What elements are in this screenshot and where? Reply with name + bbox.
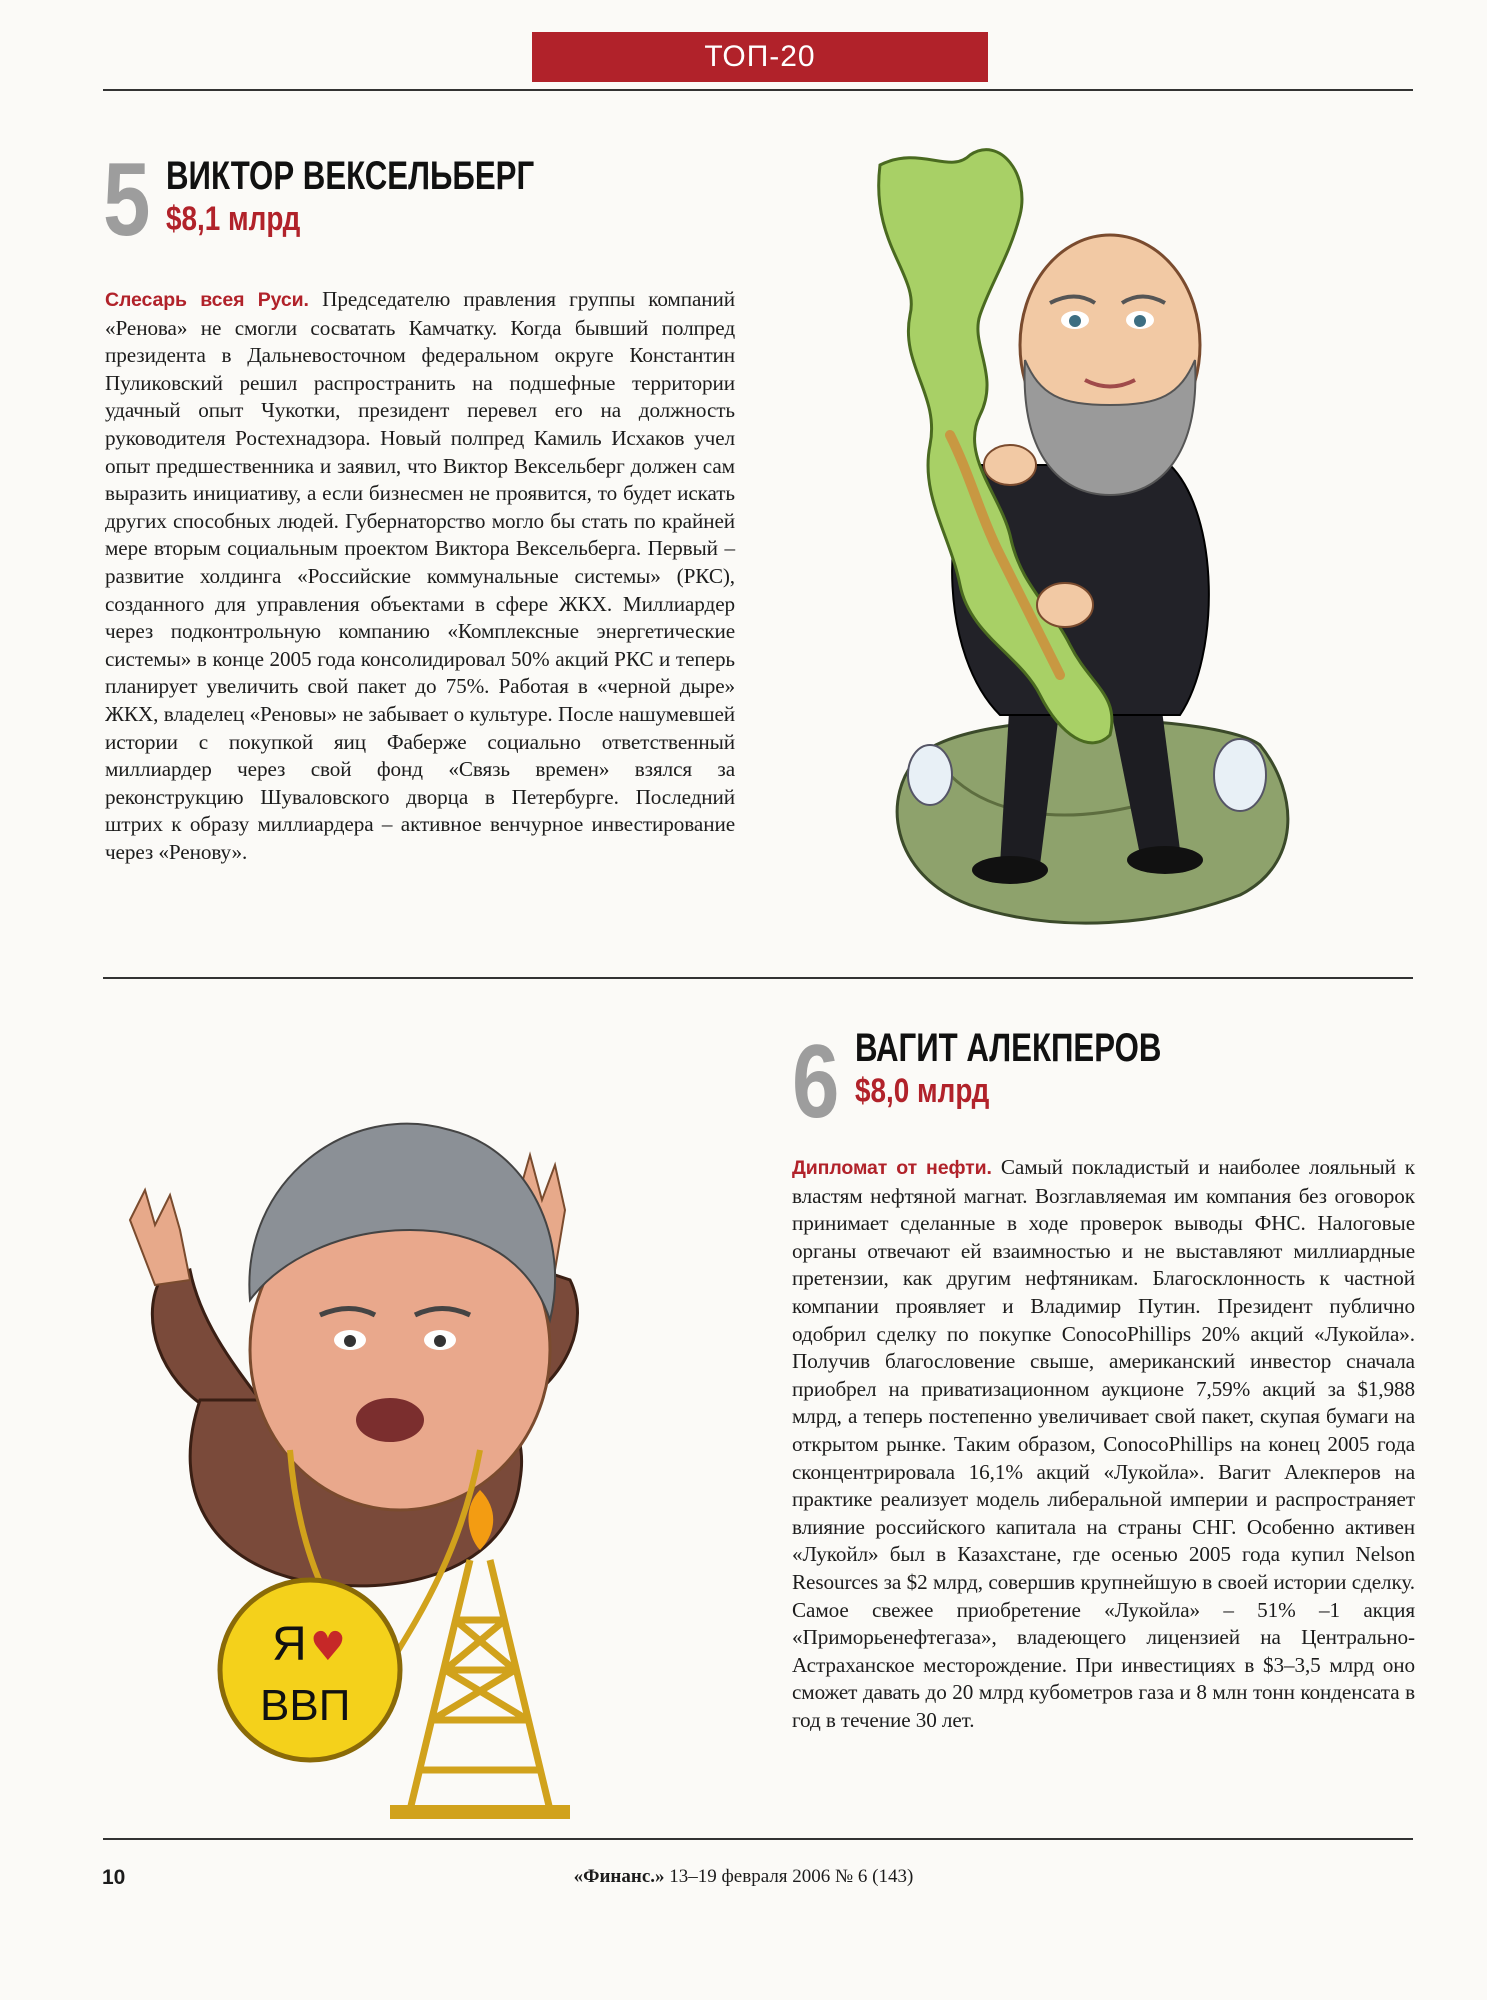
- footer-issue: [0, 1866, 1487, 1888]
- person-name: ВАГИТ АЛЕКПЕРОВ: [855, 1026, 1162, 1070]
- net-worth: $8,1 млрд: [166, 200, 301, 238]
- article-lead: Дипломат от нефти.: [792, 1157, 1001, 1179]
- caricature-alekperov: [50, 1020, 610, 1840]
- medal-heart: ♥: [310, 1624, 346, 1670]
- article-text: Самый покладистый и наиболее лояльный к властям нефтяной магнат. Возглавляемая им компания без оговорок принимает сделанные в ходе проверок выводы ФНС. Налоговые органы отвечают ей взаимностью и не выставляют миллиардные претензии, как другим нефтяникам. Благосклонность к частной компании проявляет и Владимир Путин. Президент публично одобрил сделку по покупке ConocoPhillips 20% акций «Лукойла». Получив благословение свыше, американский инвестор сначала приобрел на приватизационном аукционе 7,59% акций за $1,988 млрд, а теперь постепенно увеличивает свой пакет, скупая бумаги на открытом рынке. Таким образом, ConocoPhillips на конец 2005 года сконцентрировала 16,1% акций «Лукойла». Вагит Алекперов на практике реализует модель либеральной империи и распространяет влияние российского капитала на страны СНГ. Особенно активен «Лукойл» был в Казахстане, где осенью 2005 года купил Nelson Resources за $2 млрд, совершив крупнейшую в своей истории сделку. Самое свежее приобретение «Лукойла» – 51% –1 акция «Приморьенефтегаза», владеющего лицензией на Центрально-Астраханское месторождение. При инвестициях в $3–3,5 млрд оно сможет давать до 20 млрд кубометров газа и 8 млн тонн конденсата в год в течение 30 лет.: [792, 1155, 1416, 1732]
- article-body: [105, 286, 735, 866]
- issue-date: 13–19 февраля 2006 № 6 (143): [669, 1866, 914, 1887]
- article-text: Председателю правления группы компаний «Ренова» не смогли сосватать Камчатку. Когда бывший полпред президента в Дальневосточном федеральном округе Константин Пуликовский решил распространить на подшефные территории удачный опыт Чукотки, президент перевел его на должность руководителя Ростехнадзора. Новый полпред Камиль Исхаков учел опыт предшественника и заявил, что Виктор Вексельберг должен сам выразить инициативу, а если бизнесмен не проявится, то будет искать других способных людей. Губернаторство могло бы стать по крайней мере вторым социальным проектом Виктора Вексельберга. Первый – развитие холдинга «Российские коммунальные системы» (РКС), созданного для управления объектами в сфере ЖКХ. Миллиардер через подконтрольную компанию «Комплексные энергетические системы» в конце 2005 года консолидировал 50% акций РКС и теперь планирует увеличить свой пакет до 75%. Работая в «черной дыре» ЖКХ, владелец «Реновы» не забывает о культуре. После нашумевшей истории с покупкой яиц Фаберже социально ответственный миллиардер через свой фонд «Связь времен» взялся за реконструкцию Шуваловского дворца в Петербурге. Последний штрих к образу миллиардера – активное венчурное инвестирование через «Ренову».: [105, 287, 735, 864]
- section-banner: ТОП-20: [532, 32, 988, 82]
- top-rule: [103, 89, 1413, 91]
- person-name: ВИКТОР ВЕКСЕЛЬБЕРГ: [166, 154, 535, 198]
- rank-number: 5: [103, 142, 151, 258]
- medal-text-vvp: ВВП: [260, 1681, 351, 1730]
- net-worth: $8,0 млрд: [855, 1072, 990, 1110]
- rank-number: 6: [792, 1024, 840, 1140]
- bottom-rule: [103, 1838, 1413, 1840]
- article-lead: Слесарь всея Руси.: [105, 289, 323, 311]
- page-number: 10: [102, 1866, 126, 1889]
- magazine-name: «Финанс.»: [573, 1866, 665, 1887]
- article-body: [792, 1154, 1415, 1734]
- caricature-vekselberg: [860, 135, 1340, 955]
- section-divider: [103, 977, 1413, 979]
- medal-text-ya: Я: [272, 1618, 307, 1671]
